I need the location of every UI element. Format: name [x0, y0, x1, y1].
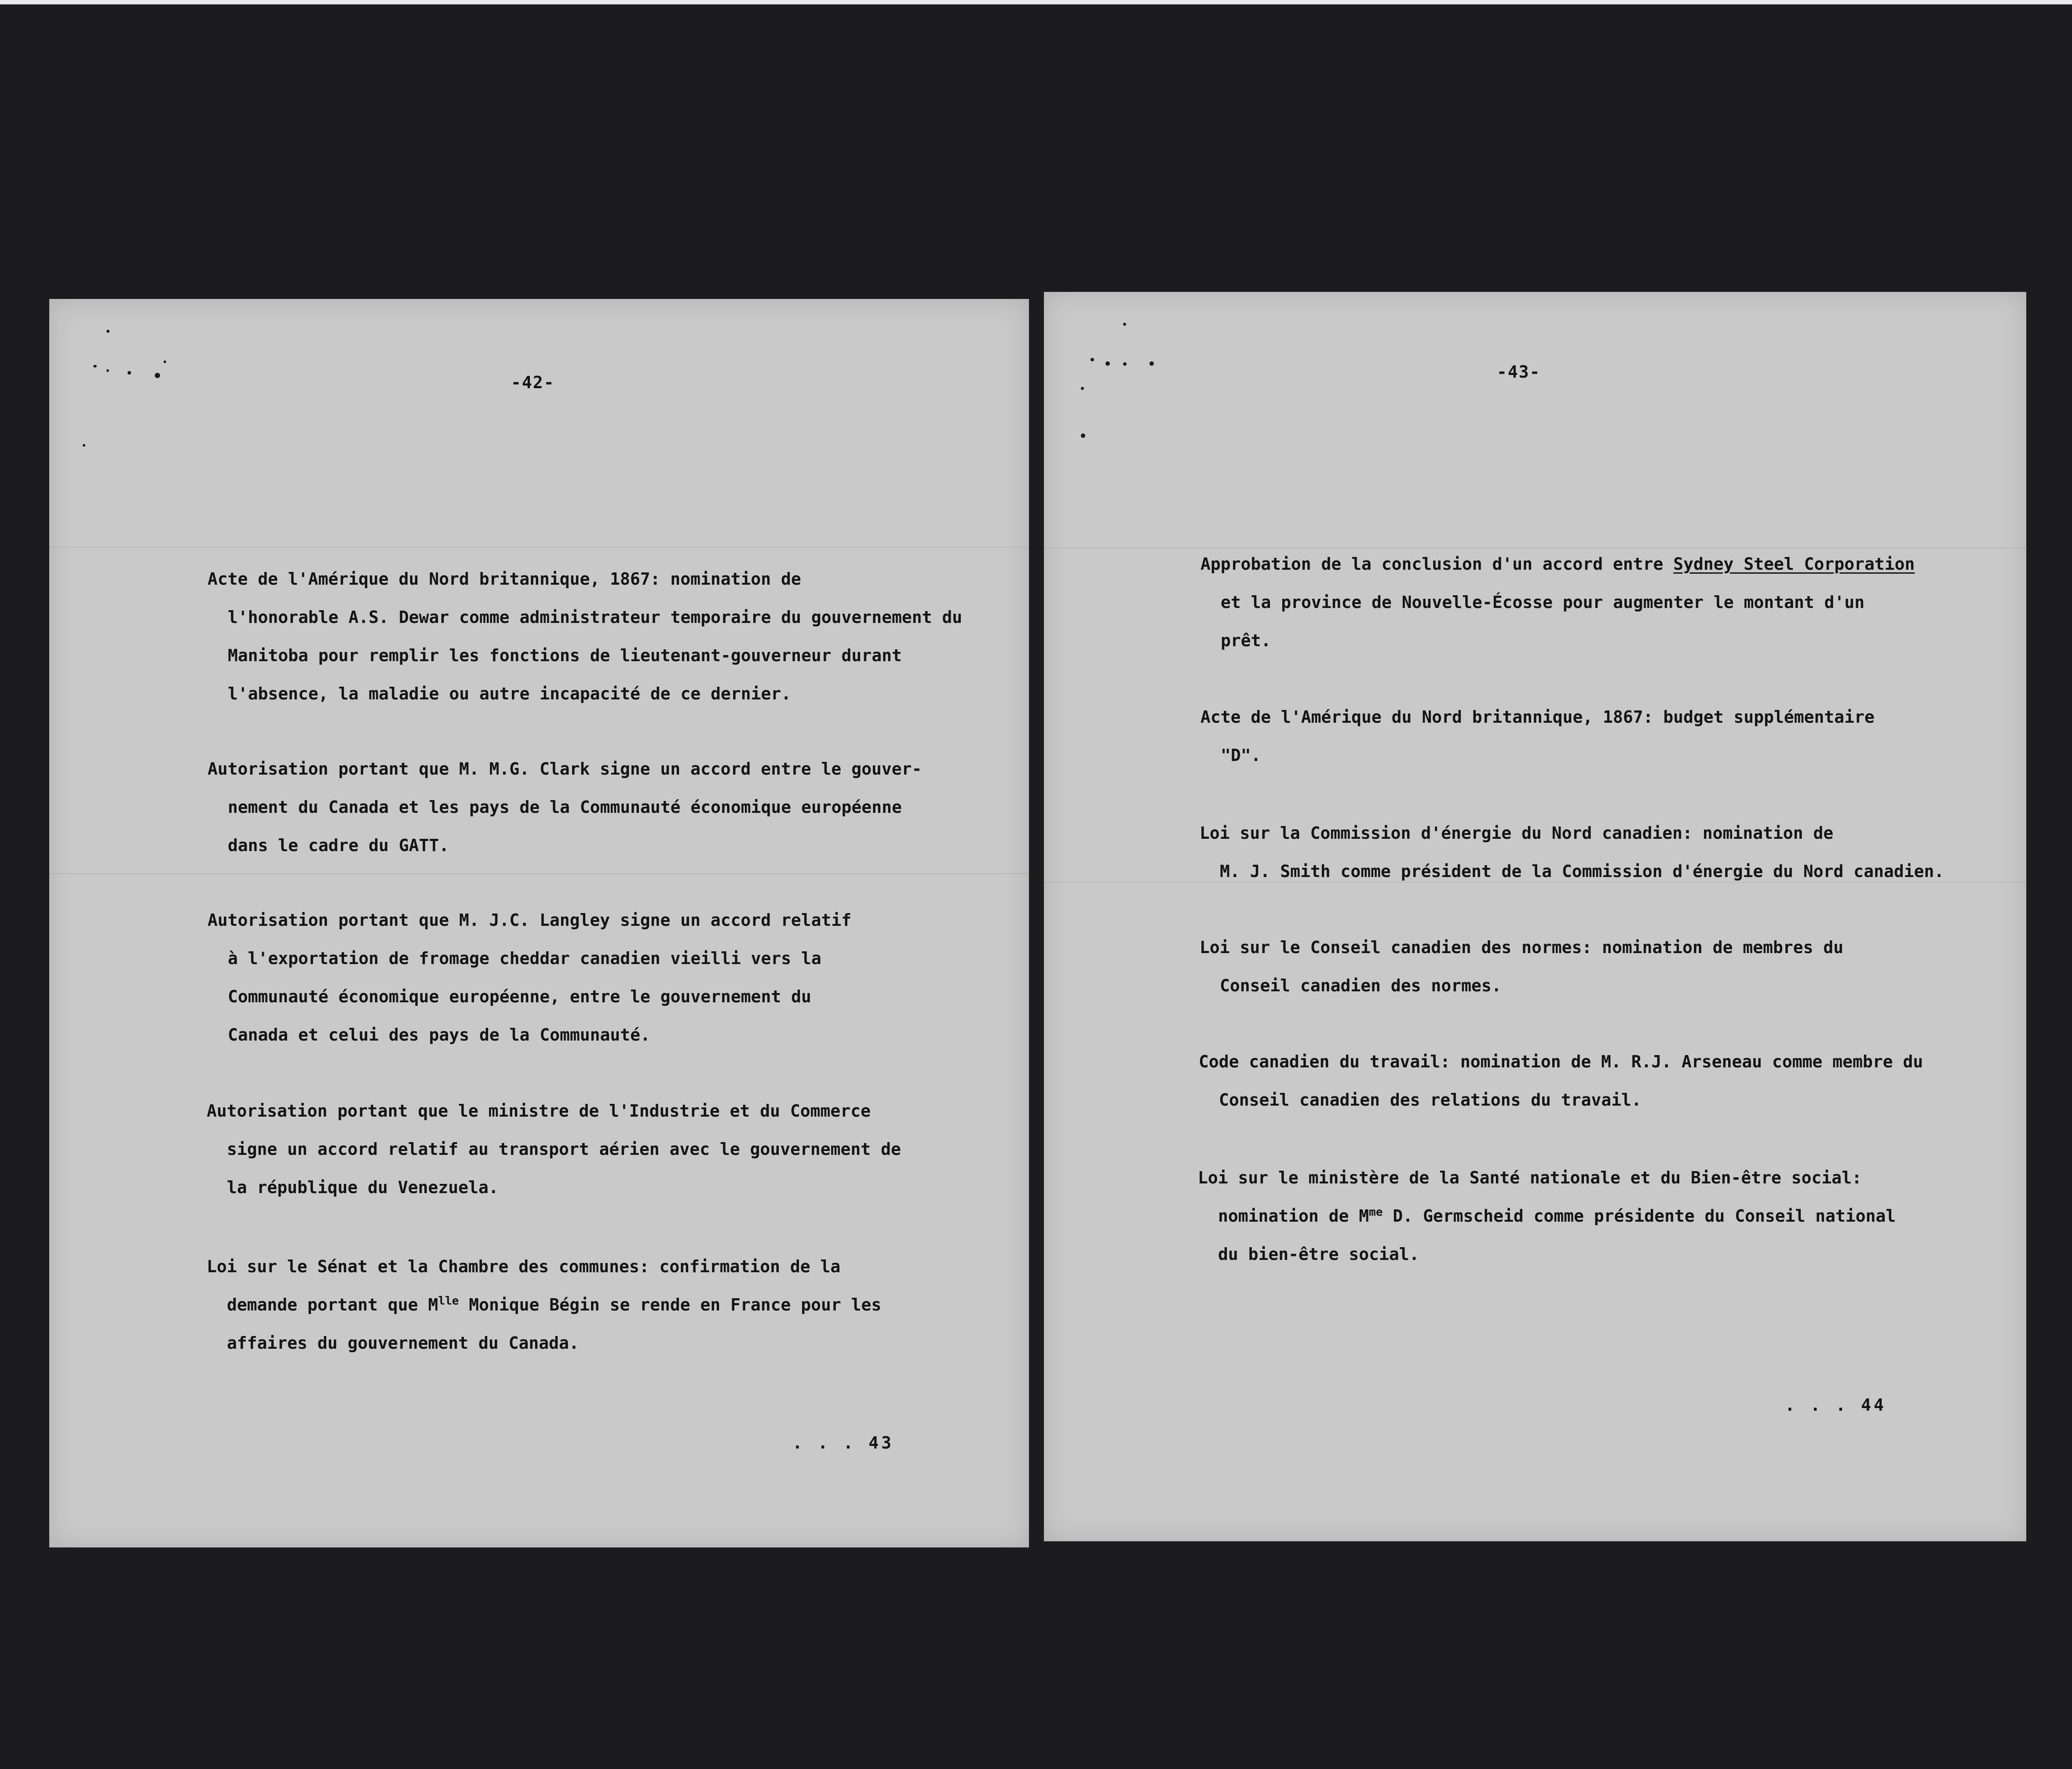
ink-speck — [128, 371, 131, 375]
entry-line: Loi sur le Sénat et la Chambre des communes: confirmation de la — [207, 1257, 841, 1276]
entry-line: Loi sur le Conseil canadien des normes: nomination de membres du — [1200, 938, 1844, 957]
entry-text: D. Germscheid comme présidente du Conseil national — [1383, 1206, 1896, 1226]
ink-speck — [1081, 433, 1085, 438]
page-43 — [1044, 292, 2026, 1541]
entry-line: Acte de l'Amérique du Nord britannique, 1867: budget supplémentaire — [1200, 707, 1875, 727]
entry-line: Acte de l'Amérique du Nord britannique, 1867: nomination de — [208, 569, 801, 589]
ink-speck — [1149, 361, 1154, 366]
order-entry — [1200, 928, 1843, 1005]
order-entry — [207, 1248, 881, 1362]
ink-speck — [164, 360, 166, 363]
order-entry — [208, 901, 851, 1054]
ink-speck — [1123, 323, 1126, 326]
ink-speck — [93, 365, 97, 368]
entry-line: "D". — [1221, 746, 1261, 765]
entry-line: Autorisation portant que le ministre de l'Industrie et du Commerce — [207, 1101, 871, 1121]
entry-line: Autorisation portant que M. J.C. Langley signe un accord relatif — [208, 910, 852, 930]
entry-line: nement du Canada et les pays de la Communauté économique européenne — [228, 797, 902, 817]
entry-line: Manitoba pour remplir les fonctions de lieutenant-gouverneur durant — [228, 646, 902, 665]
ink-speck — [1091, 358, 1094, 361]
superscript: me — [1369, 1205, 1383, 1219]
entry-text: Monique Bégin se rende en France pour les — [459, 1295, 882, 1314]
entry-line — [1200, 545, 1915, 583]
order-entry — [1199, 1043, 1923, 1119]
entry-line: Communauté économique européenne, entre le gouvernement du — [228, 987, 811, 1006]
ink-speck — [83, 444, 85, 447]
entry-text: Approbation de la conclusion d'un accord entre — [1200, 554, 1674, 574]
ink-speck — [106, 330, 109, 333]
entry-line: à l'exportation de fromage cheddar canadien vieilli vers la — [228, 949, 821, 968]
entry-text: demande portant que M — [227, 1295, 438, 1314]
entry-line: l'absence, la maladie ou autre incapacité de ce dernier. — [228, 684, 792, 703]
entry-line: du bien-être social. — [1218, 1245, 1419, 1264]
continuation-marker: . . . 44 — [1785, 1395, 1887, 1415]
entry-line — [207, 1286, 881, 1324]
entry-text: nomination de M — [1218, 1206, 1369, 1226]
entry-line: M. J. Smith comme président de la Commission d'énergie du Nord canadien. — [1220, 862, 1944, 881]
entry-line: et la province de Nouvelle-Écosse pour augmenter le montant d'un — [1221, 593, 1865, 612]
ink-speck — [1105, 361, 1110, 366]
underlined-company-name: Sydney Steel Corporation — [1673, 554, 1915, 574]
entry-line: Canada et celui des pays de la Communauté. — [228, 1025, 650, 1045]
entry-line: Code canadien du travail: nomination de M. R.J. Arseneau comme membre du — [1199, 1052, 1923, 1071]
paper-fold-line — [49, 873, 1029, 874]
entry-line: Loi sur la Commission d'énergie du Nord canadien: nomination de — [1200, 823, 1834, 843]
entry-line: Conseil canadien des normes. — [1220, 976, 1502, 995]
ink-speck — [1123, 362, 1127, 366]
page-number: -42- — [511, 373, 555, 392]
entry-line: l'honorable A.S. Dewar comme administrateur temporaire du gouvernement du — [228, 608, 963, 627]
entry-line: affaires du gouvernement du Canada. — [227, 1333, 579, 1353]
entry-line: dans le cadre du GATT. — [228, 836, 449, 855]
order-entry — [208, 560, 962, 713]
paper-fold-line — [49, 547, 1029, 548]
order-entry — [207, 1092, 901, 1207]
entry-line: Autorisation portant que M. M.G. Clark signe un accord entre le gouver- — [208, 759, 922, 779]
order-entry — [1200, 698, 1875, 775]
ink-speck — [106, 369, 109, 372]
entry-line: Conseil canadien des relations du travail. — [1219, 1090, 1642, 1110]
ink-speck — [1081, 387, 1084, 390]
entry-line — [1198, 1197, 1896, 1235]
superscript: lle — [438, 1294, 459, 1308]
ink-speck — [155, 373, 160, 378]
order-entry — [1200, 814, 1944, 891]
entry-line: la république du Venezuela. — [227, 1178, 499, 1197]
entry-line: Loi sur le ministère de la Santé nationale et du Bien-être social: — [1198, 1168, 1862, 1187]
order-entry — [208, 750, 922, 865]
entry-line: signe un accord relatif au transport aérien avec le gouvernement de — [227, 1139, 901, 1159]
order-entry — [1200, 545, 1915, 660]
film-frame-edge — [0, 0, 2072, 4]
page-number: -43- — [1497, 362, 1541, 382]
continuation-marker: . . . 43 — [792, 1433, 894, 1452]
order-entry — [1198, 1159, 1896, 1274]
entry-line: prêt. — [1221, 631, 1271, 650]
page-42 — [49, 299, 1029, 1547]
